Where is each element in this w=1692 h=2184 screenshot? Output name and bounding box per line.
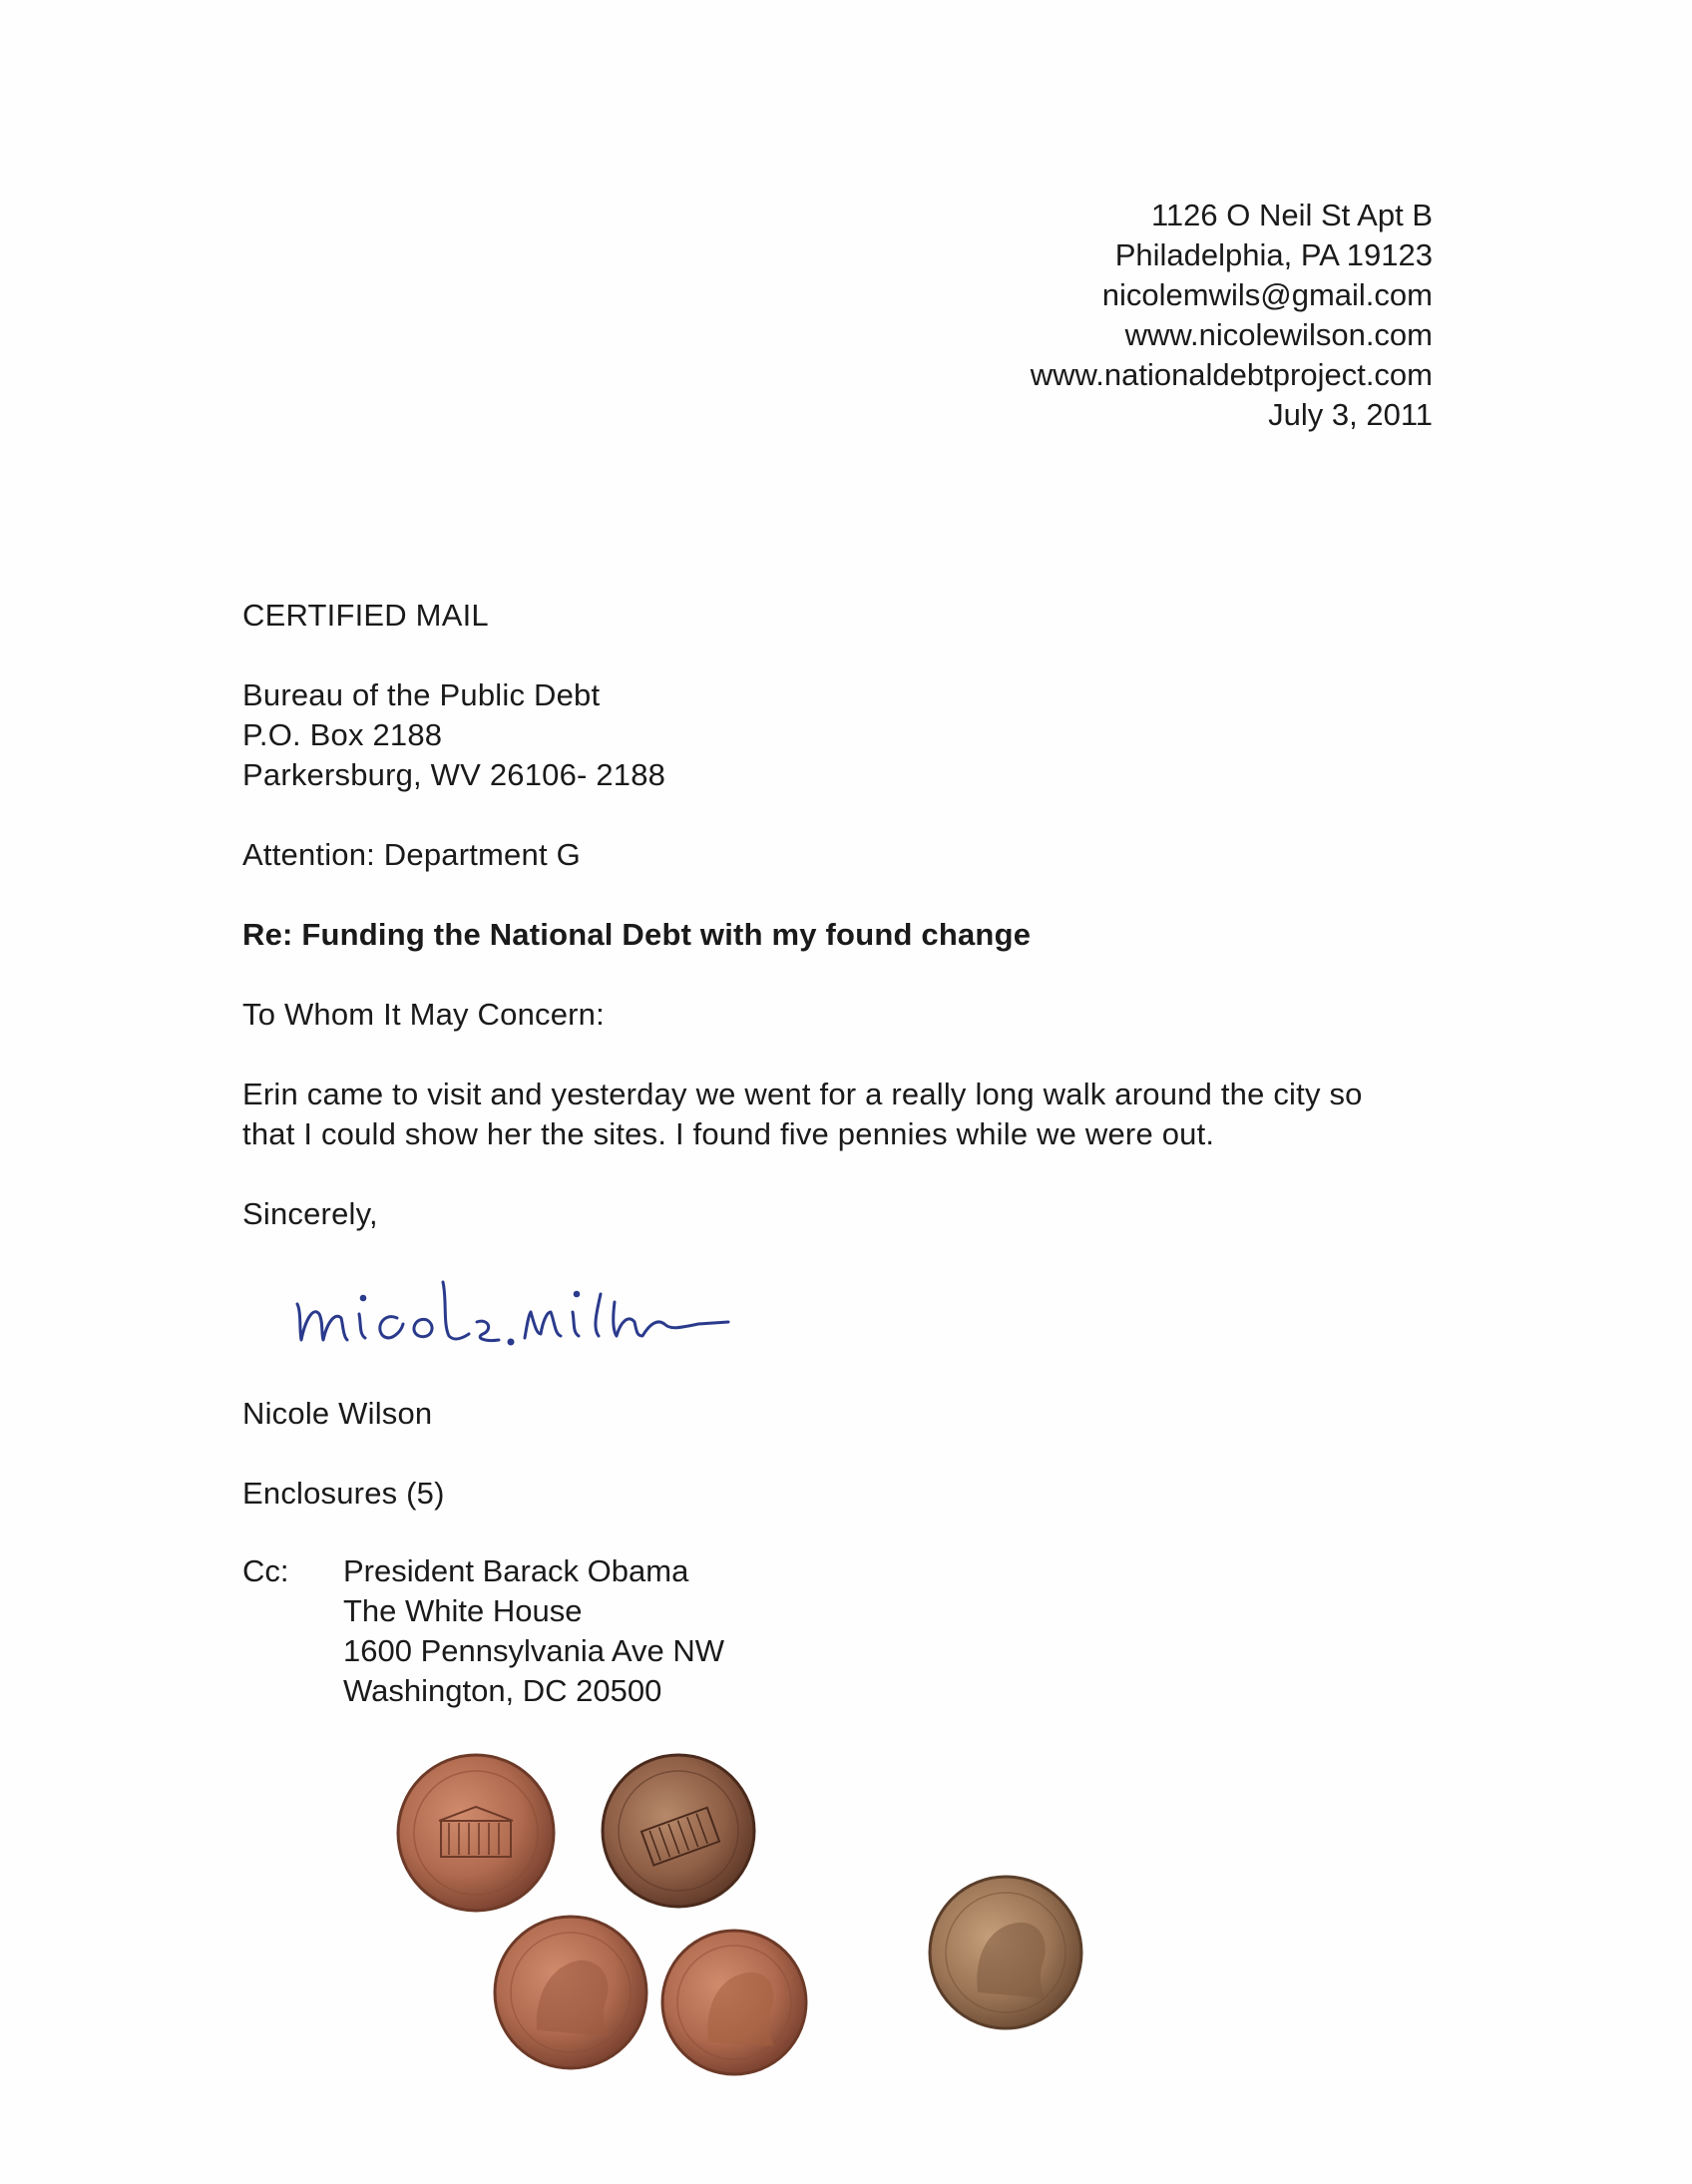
sender-address-block	[1031, 196, 1433, 435]
recipient-name: Bureau of the Public Debt	[242, 677, 601, 712]
cc-line-3: 1600 Pennsylvania Ave NW	[343, 1633, 724, 1668]
recipient-city: Parkersburg, WV 26106- 2188	[242, 757, 666, 792]
penny-1	[398, 1755, 554, 1911]
signer-name: Nicole Wilson	[242, 1396, 433, 1431]
letter-date: July 3, 2011	[1268, 397, 1433, 432]
handwritten-signature	[279, 1242, 798, 1362]
penny-3	[495, 1917, 646, 2068]
recipient-po-box: P.O. Box 2188	[242, 717, 443, 752]
body-line-1: Erin came to visit and yesterday we went for a really long walk around the city so	[242, 1077, 1363, 1111]
sender-website-1: www.nicolewilson.com	[1124, 317, 1433, 352]
enclosed-pennies	[369, 1731, 1127, 2110]
sender-email: nicolemwils@gmail.com	[1101, 277, 1433, 312]
sender-address-line2: Philadelphia, PA 19123	[1114, 237, 1433, 272]
sender-website-2: www.nationaldebtproject.com	[1030, 357, 1433, 392]
cc-label: Cc:	[242, 1553, 289, 1588]
enclosures: Enclosures (5)	[242, 1476, 445, 1511]
closing: Sincerely,	[242, 1196, 378, 1231]
mail-type: CERTIFIED MAIL	[242, 598, 489, 633]
salutation: To Whom It May Concern:	[242, 997, 605, 1032]
sender-address-line1: 1126 O Neil St Apt B	[1150, 198, 1433, 232]
penny-2	[603, 1755, 754, 1907]
penny-4	[662, 1931, 806, 2074]
cc-line-2: The White House	[343, 1593, 583, 1628]
attention-line: Attention: Department G	[242, 837, 581, 872]
penny-5	[930, 1877, 1081, 2028]
cc-line-1: President Barack Obama	[343, 1553, 689, 1588]
cc-line-4: Washington, DC 20500	[343, 1673, 662, 1708]
subject-line: Re: Funding the National Debt with my found change	[242, 917, 1032, 952]
body-line-2: that I could show her the sites. I found five pennies while we were out.	[242, 1116, 1215, 1151]
cc-address-block	[343, 1551, 724, 1711]
